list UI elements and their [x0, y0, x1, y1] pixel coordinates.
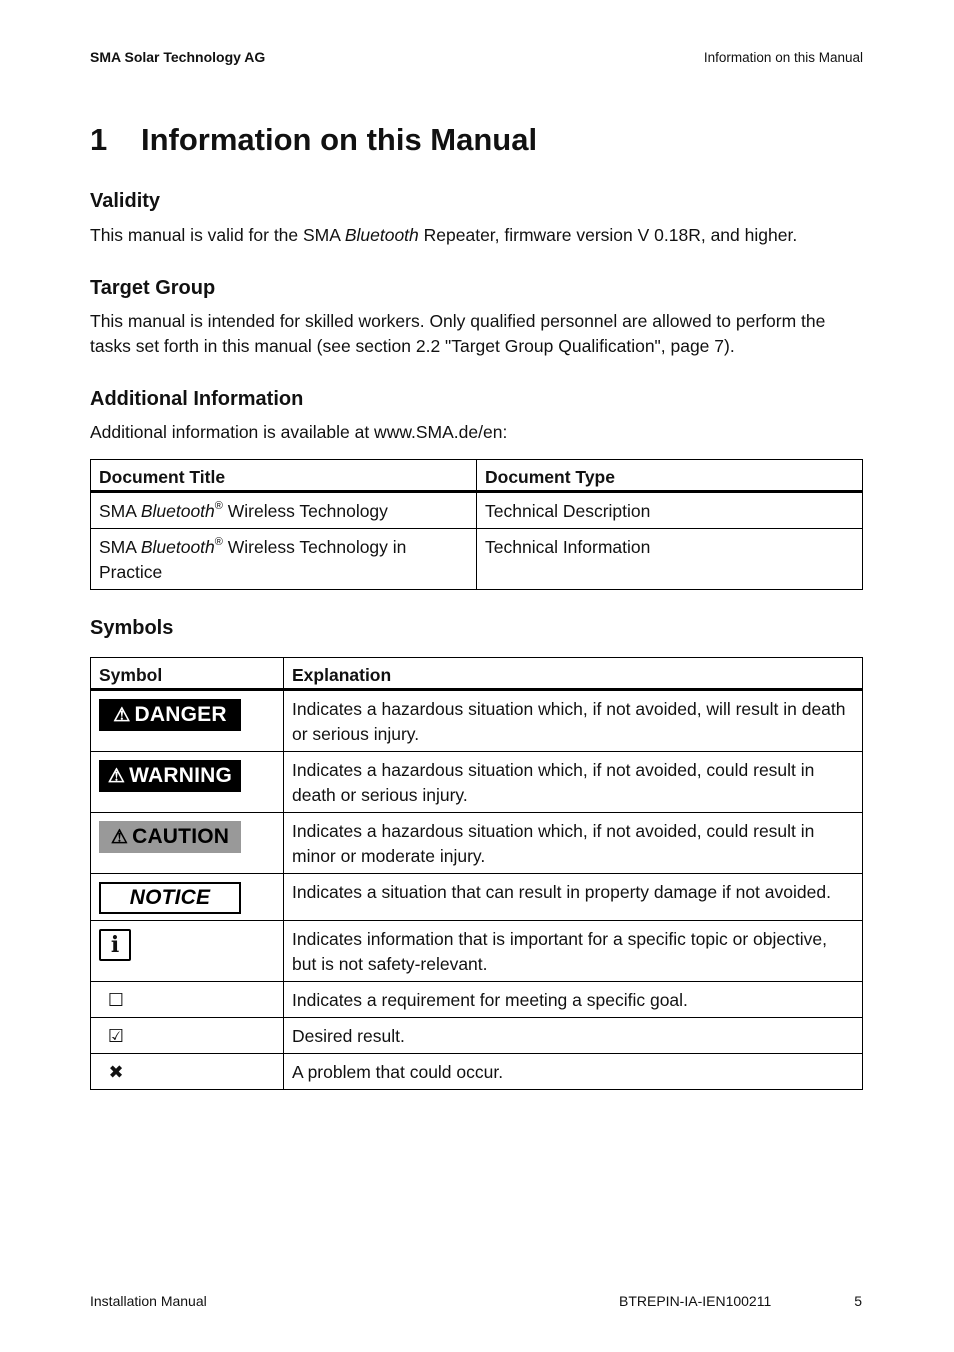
- warning-triangle-icon: ⚠: [113, 705, 131, 726]
- table-row: [91, 1018, 863, 1054]
- chapter-number: 1: [90, 122, 108, 157]
- symbol-cell: [91, 690, 284, 752]
- validity-text-italic: Bluetooth: [344, 225, 419, 245]
- badge-label: CAUTION: [132, 825, 230, 848]
- warning-badge: [99, 760, 241, 792]
- column-header: Explanation: [284, 658, 863, 690]
- explanation-cell: A problem that could occur.: [284, 1054, 863, 1090]
- validity-heading: Validity: [90, 190, 161, 212]
- table-header-row: [91, 460, 863, 492]
- footer-document: Installation Manual: [90, 1293, 207, 1309]
- explanation-cell: Indicates a hazardous situation which, if not avoided, will result in death or serious injury.: [284, 690, 863, 752]
- symbol-cell: [91, 813, 284, 874]
- table-row: [91, 529, 863, 590]
- badge-label: WARNING: [129, 764, 233, 787]
- symbols-table: [90, 657, 863, 1090]
- chapter-title: [90, 122, 537, 158]
- header-company: SMA Solar Technology AG: [90, 49, 266, 65]
- footer-page-number: 5: [854, 1293, 862, 1309]
- document-type-cell: Technical Description: [477, 492, 863, 529]
- symbols-heading: Symbols: [90, 617, 174, 639]
- title-italic: Bluetooth: [140, 501, 215, 521]
- explanation-cell: Indicates information that is important for a specific topic or objective, but is not safety-relevant.: [284, 921, 863, 982]
- table-row: [91, 1054, 863, 1090]
- title-part: Wireless Technology in Practice: [99, 537, 407, 582]
- column-header: Document Type: [477, 460, 863, 492]
- symbol-cell: [91, 1054, 284, 1090]
- explanation-cell: Indicates a requirement for meeting a specific goal.: [284, 982, 863, 1018]
- title-part: Wireless Technology: [222, 501, 388, 521]
- additional-info-text: Additional information is available at www.SMA.de/en:: [90, 422, 508, 442]
- registered-mark: ®: [214, 500, 223, 512]
- warning-triangle-icon: ⚠: [107, 766, 126, 787]
- validity-text-part: Repeater, firmware version V 0.18R, and higher.: [418, 225, 798, 245]
- table-row: [91, 982, 863, 1018]
- additional-info-heading: Additional Information: [90, 388, 304, 410]
- checkbox-empty-icon: ☐: [107, 990, 125, 1011]
- table-row: [91, 690, 863, 752]
- footer-code: BTREPIN-IA-IEN100211: [619, 1293, 772, 1309]
- title-part: SMA: [99, 501, 141, 521]
- caution-badge: [99, 821, 241, 853]
- explanation-cell: Indicates a hazardous situation which, if not avoided, could result in minor or moderate injury.: [284, 813, 863, 874]
- warning-triangle-icon: ⚠: [110, 827, 129, 848]
- table-row: [91, 813, 863, 874]
- title-part: SMA: [99, 537, 141, 557]
- table-header-row: [91, 658, 863, 690]
- explanation-cell: Desired result.: [284, 1018, 863, 1054]
- title-italic: Bluetooth: [140, 537, 215, 557]
- explanation-cell: Indicates a situation that can result in property damage if not avoided.: [284, 874, 863, 921]
- document-title-cell: [91, 529, 477, 590]
- document-type-cell: Technical Information: [477, 529, 863, 590]
- info-icon: i: [99, 929, 131, 961]
- symbol-cell: [91, 921, 284, 982]
- checkbox-checked-icon: ☑: [107, 1026, 125, 1047]
- badge-label: DANGER: [134, 703, 227, 726]
- column-header: Document Title: [91, 460, 477, 492]
- target-group-text: This manual is intended for skilled workers. Only qualified personnel are allowed to perform the tasks set forth in this manual (see section 2.2 "Target Group Qualification", page 7).: [90, 311, 826, 356]
- validity-text: [90, 223, 865, 248]
- symbol-cell: [91, 1018, 284, 1054]
- column-header: Symbol: [91, 658, 284, 690]
- table-row: [91, 874, 863, 921]
- notice-badge: NOTICE: [99, 882, 241, 914]
- symbol-cell: [91, 982, 284, 1018]
- document-title-cell: [91, 492, 477, 529]
- documents-table: [90, 459, 863, 590]
- registered-mark: ®: [214, 536, 223, 548]
- table-row: [91, 492, 863, 529]
- validity-text-part: This manual is valid for the SMA: [90, 225, 345, 245]
- chapter-title-text: Information on this Manual: [141, 122, 538, 157]
- table-row: [91, 752, 863, 813]
- symbol-cell: [91, 752, 284, 813]
- symbol-cell: [91, 874, 284, 921]
- explanation-cell: Indicates a hazardous situation which, if not avoided, could result in death or serious injury.: [284, 752, 863, 813]
- table-row: [91, 921, 863, 982]
- danger-badge: [99, 699, 241, 731]
- cross-icon: ✖: [108, 1062, 124, 1083]
- header-section: Information on this Manual: [703, 50, 863, 65]
- target-group-heading: Target Group: [90, 277, 216, 299]
